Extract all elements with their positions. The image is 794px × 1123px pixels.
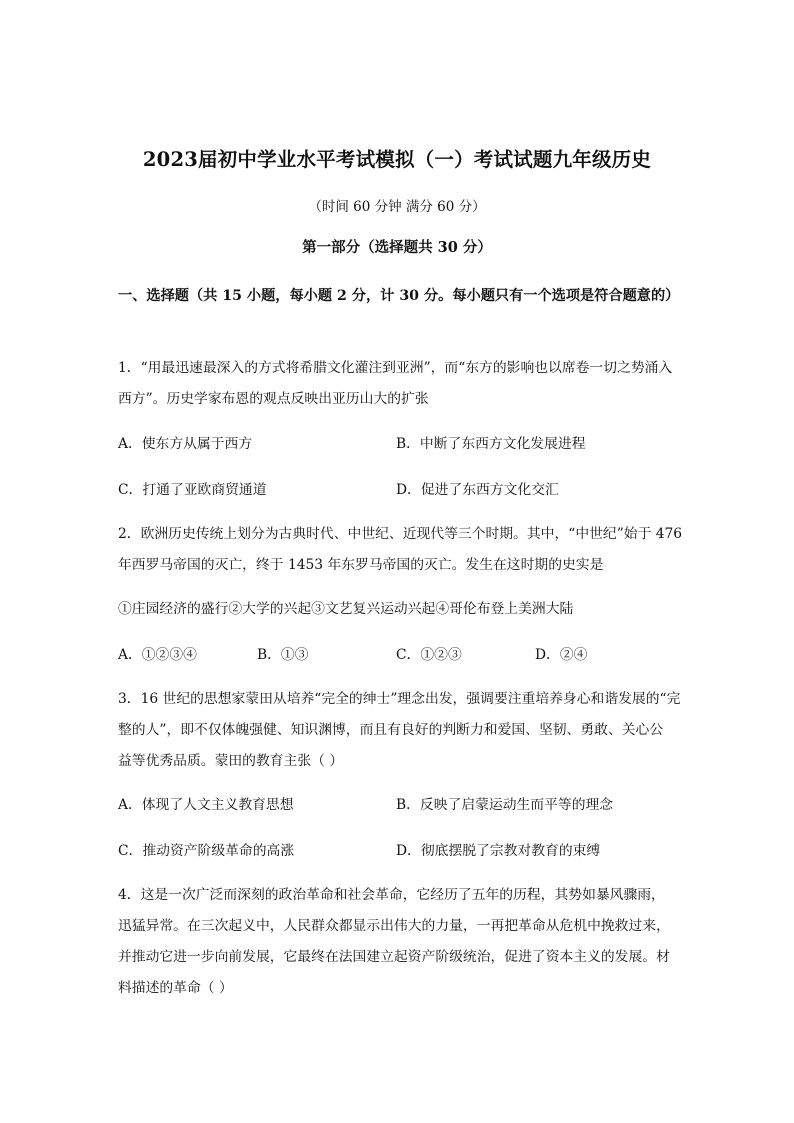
question-2-option-c: C．①②③	[396, 647, 462, 663]
question-2-line-2: 年西罗马帝国的灭亡，终于 1453 年东罗马帝国的灭亡。发生在这时期的史实是	[118, 557, 604, 573]
question-3-line-1: 3．16 世纪的思想家蒙田从培养“完全的绅士”理念出发，强调要注重培养身心和谐发展的“完	[118, 691, 681, 707]
exam-time-info: （时间 60 分钟 满分 60 分）	[308, 199, 486, 215]
question-2-option-b: B．①③	[257, 647, 309, 663]
question-1-option-d: D．促进了东西方文化交汇	[396, 482, 559, 498]
question-3-line-3: 益等优秀品质。蒙田的教育主张（ ）	[118, 753, 344, 769]
section-heading: 一、选择题（共 15 小题，每小题 2 分，计 30 分。每小题只有一个选项是符合题意的）	[118, 288, 680, 304]
question-4-line-1: 4．这是一次广泛而深刻的政治革命和社会革命，它经历了五年的历程，其势如暴风骤雨，	[118, 887, 665, 903]
question-1-option-a: A．使东方从属于西方	[118, 436, 253, 452]
question-4-line-2: 迅猛异常。在三次起义中，人民群众都显示出伟大的力量，一再把革命从危机中挽救过来，	[118, 918, 670, 934]
question-2-line-3: ①庄园经济的盛行②大学的兴起③文艺复兴运动兴起④哥伦布登上美洲大陆	[118, 601, 574, 617]
question-3-line-2: 整的人”，即不仅体魄强健、知识渊博，而且有良好的判断力和爱国、坚韧、勇敢、关心公	[118, 722, 664, 738]
question-1-line-2: 西方”。历史学家布恩的观点反映出亚历山大的扩张	[118, 391, 429, 407]
part-one-title: 第一部分（选择题共 30 分）	[302, 239, 492, 256]
question-2-line-1: 2．欧洲历史传统上划分为古典时代、中世纪、近现代等三个时期。其中，“中世纪”始于 476	[118, 526, 683, 542]
question-2-option-a: A．①②③④	[118, 647, 197, 663]
question-4-line-4: 料描述的革命（ ）	[118, 980, 233, 996]
question-3-option-d: D．彻底摆脱了宗教对教育的束缚	[396, 843, 601, 859]
question-3-option-a: A．体现了人文主义教育思想	[118, 797, 294, 813]
document-title: 2023届初中学业水平考试模拟（一）考试试题九年级历史	[142, 148, 652, 171]
question-1-line-1: 1．“用最迅速最深入的方式将希腊文化灌注到亚洲”，而“东方的影响也以席卷一切之势涌入	[118, 360, 673, 376]
question-3-option-c: C．推动资产阶级革命的高涨	[118, 843, 295, 859]
question-3-option-b: B．反映了启蒙运动生而平等的理念	[396, 797, 614, 813]
question-4-line-3: 并推动它进一步向前发展，它最终在法国建立起资产阶级统治，促进了资本主义的发展。材	[118, 949, 670, 965]
question-1-option-b: B．中断了东西方文化发展进程	[396, 436, 586, 452]
question-1-option-c: C．打通了亚欧商贸通道	[118, 482, 267, 498]
question-2-option-d: D．②④	[535, 647, 588, 663]
